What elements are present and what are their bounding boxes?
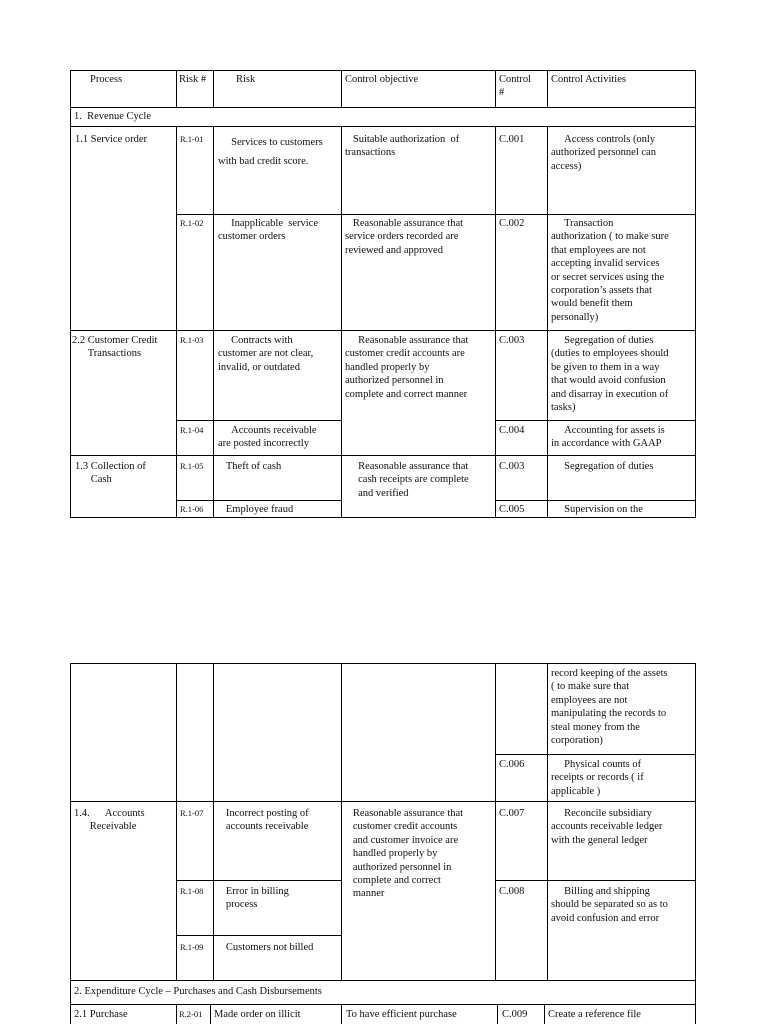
section-heading: 1. Revenue Cycle: [74, 111, 151, 122]
risk-id: R.1-04: [180, 425, 204, 435]
table-divider: [70, 980, 696, 981]
table-divider: [544, 1004, 545, 1024]
control-objective-text: Reasonable assurance that customer credit accounts and customer invoice are handled properly by authorized personnel in complete and correct manner: [352, 808, 464, 900]
table-divider: [70, 455, 696, 456]
process-label: 2.1 Purchase: [74, 1009, 128, 1020]
risk-text: Contracts with customer are not clear, invalid, or outdated: [218, 335, 314, 373]
control-activity-text: Transaction authorization ( to make sure that employees are not accepting invalid services or secret services using the corporation’s assets that would benefit them personally): [551, 218, 669, 323]
table-divider: [176, 880, 342, 881]
control-id: C.009: [502, 1009, 528, 1020]
control-activity-text: Billing and shipping should be separated so as to avoid confusion and error: [551, 886, 668, 924]
risk-id: R.1-02: [180, 218, 204, 228]
table-divider: [70, 126, 696, 127]
control-id: C.003: [499, 461, 525, 472]
header-control-activities: Control Activities: [551, 74, 626, 85]
table-divider: [213, 663, 214, 981]
process-label: 1.4. Accounts Receivable: [74, 808, 145, 833]
control-id: C.007: [499, 808, 525, 819]
risk-text: Customers not billed: [218, 942, 314, 953]
risk-text: Accounts receivable are posted incorrectly: [218, 425, 317, 450]
table-divider: [495, 420, 696, 421]
control-id: C.008: [499, 886, 525, 897]
risk-text: Error in billing process: [225, 886, 289, 911]
table-divider: [70, 1004, 696, 1005]
table-divider: [176, 126, 177, 518]
table-divider: [176, 500, 342, 501]
table-divider: [341, 70, 342, 108]
risk-text: Incorrect posting of accounts receivable: [225, 808, 309, 833]
table-divider: [341, 663, 342, 981]
control-objective-text: Suitable authorization of transactions: [345, 134, 460, 159]
table-divider: [70, 107, 696, 108]
control-id: C.004: [499, 425, 525, 436]
risk-id: R.1-03: [180, 335, 204, 345]
header-risk: Risk: [236, 74, 256, 85]
process-label: 2.2 Customer Credit Transactions: [72, 335, 158, 360]
process-label: 1.3 Collection of Cash: [75, 461, 146, 486]
control-objective-text: To have efficient purchase: [346, 1009, 457, 1020]
table-divider: [70, 801, 696, 802]
table-divider: [176, 935, 342, 936]
control-objective-text: Reasonable assurance that cash receipts are complete and verified: [358, 461, 469, 499]
table-divider: [547, 663, 548, 981]
risk-text: Made order on illicit: [214, 1009, 301, 1020]
risk-text: Services to customers with bad credit score.: [218, 137, 323, 167]
table-border: [695, 663, 696, 1024]
header-control-objective: Control objective: [345, 74, 419, 85]
header-process: Process: [90, 74, 123, 85]
control-activity-text: Segregation of duties: [551, 461, 654, 472]
header-control-number: Control #: [499, 74, 532, 99]
table-border: [70, 663, 71, 1024]
risk-id: R.1-01: [180, 134, 204, 144]
table-divider: [547, 126, 548, 518]
control-activity-text: Physical counts of receipts or records ( if applicable ): [551, 759, 644, 797]
table-divider: [176, 420, 342, 421]
control-id: C.003: [499, 335, 525, 346]
table-divider: [213, 126, 214, 518]
control-activity-text: Create a reference file: [548, 1009, 641, 1020]
risk-id: R.2-01: [179, 1009, 203, 1019]
table-border: [70, 70, 696, 71]
control-id: C.006: [499, 759, 525, 770]
section-heading: 2. Expenditure Cycle – Purchases and Cash Disbursements: [74, 986, 322, 997]
table-divider: [495, 754, 696, 755]
risk-text: Employee fraud: [218, 504, 294, 515]
risk-text: Theft of cash: [218, 461, 282, 472]
risk-id: R.1-05: [180, 461, 204, 471]
table-divider: [341, 1004, 342, 1024]
table-divider: [70, 330, 696, 331]
table-divider: [176, 1004, 177, 1024]
control-activity-text: Accounting for assets is in accordance with GAAP: [551, 425, 665, 450]
table-divider: [495, 70, 496, 108]
table-divider: [547, 70, 548, 108]
control-id: C.005: [499, 504, 525, 515]
table-border: [695, 70, 696, 518]
control-id: C.002: [499, 218, 525, 229]
control-activity-text: Segregation of duties (duties to employees should be given to them in a way that would avoid confusion and disarray in execution of tasks): [551, 335, 669, 414]
table-divider: [497, 1004, 498, 1024]
risk-id: R.1-06: [180, 504, 204, 514]
risk-id: R.1-09: [180, 942, 204, 952]
table-divider: [210, 1004, 211, 1024]
control-id: C.001: [499, 134, 525, 145]
table-divider: [495, 880, 696, 881]
risk-id: R.1-08: [180, 886, 204, 896]
control-activity-text: record keeping of the assets ( to make sure that employees are not manipulating the records to steal money from the corporation): [551, 668, 668, 747]
table-divider: [495, 500, 696, 501]
control-activity-text: Reconcile subsidiary accounts receivable ledger with the general ledger: [551, 808, 663, 846]
table-divider: [495, 126, 496, 518]
risk-id: R.1-07: [180, 808, 204, 818]
table-divider: [341, 126, 342, 518]
table-border: [70, 70, 71, 518]
control-activity-text: Access controls (only authorized personnel can access): [551, 134, 656, 172]
header-risk-number: Risk #: [179, 74, 207, 85]
table-divider: [176, 663, 177, 981]
control-objective-text: Reasonable assurance that service orders recorded are reviewed and approved: [345, 218, 464, 256]
table-divider: [176, 70, 177, 108]
table-divider: [176, 214, 696, 215]
table-border: [70, 663, 696, 664]
control-activity-text: Supervision on the: [551, 504, 643, 515]
process-label: 1.1 Service order: [75, 134, 148, 145]
table-divider: [495, 663, 496, 981]
control-objective-text: Reasonable assurance that customer credit accounts are handled properly by authorized personnel in complete and correct manner: [345, 335, 469, 400]
risk-text: Inapplicable service customer orders: [218, 218, 318, 243]
table-divider: [213, 70, 214, 108]
table-border: [70, 517, 696, 518]
